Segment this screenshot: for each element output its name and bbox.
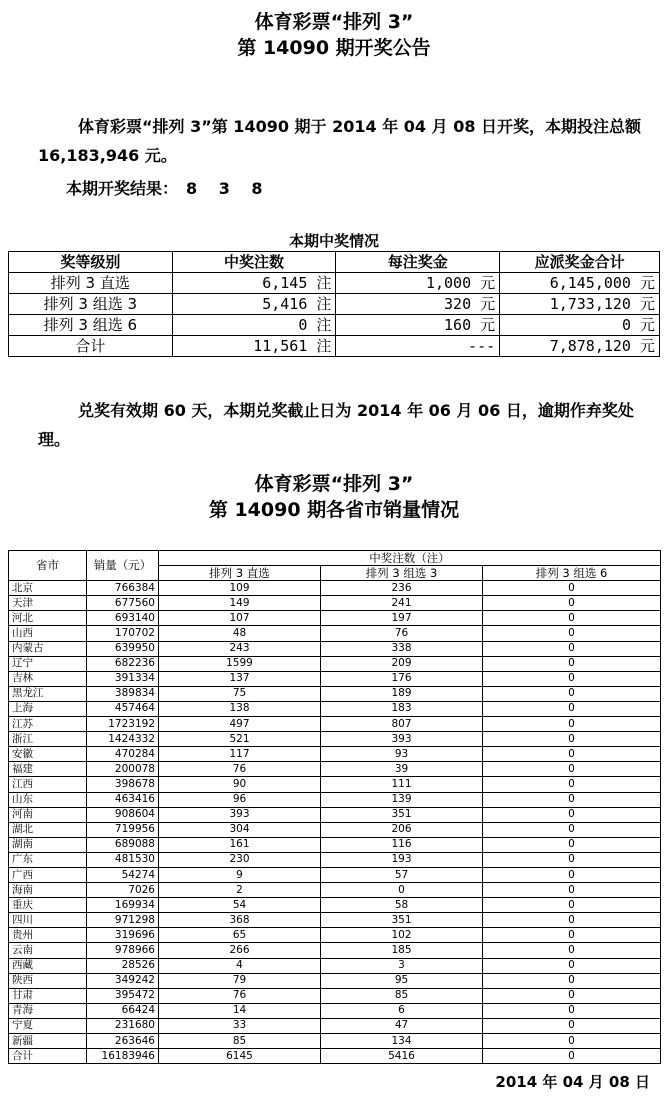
group6-count-cell: 0 xyxy=(483,656,661,671)
sales-cell: 766384 xyxy=(87,581,159,596)
sales-cell: 319696 xyxy=(87,928,159,943)
group3-count-cell: 134 xyxy=(321,1034,483,1049)
direct-count-cell: 65 xyxy=(159,928,321,943)
direct-count-cell: 48 xyxy=(159,626,321,641)
direct-count-cell: 75 xyxy=(159,686,321,701)
table-row xyxy=(9,762,661,777)
group6-count-cell: 0 xyxy=(483,807,661,822)
prize-cell-level: 排列 3 组选 6 xyxy=(9,315,173,336)
prize-cell-total: 7,878,120 元 xyxy=(500,336,660,357)
group3-count-cell: 189 xyxy=(321,686,483,701)
province-cell: 陕西 xyxy=(9,973,87,988)
direct-count-cell: 14 xyxy=(159,1003,321,1018)
sales-cell: 682236 xyxy=(87,656,159,671)
sales-title: 体育彩票“排列 3” xyxy=(254,473,414,495)
group6-count-cell: 0 xyxy=(483,867,661,882)
direct-count-cell: 107 xyxy=(159,611,321,626)
group6-count-cell: 0 xyxy=(483,988,661,1003)
group6-count-cell: 0 xyxy=(483,1018,661,1033)
table-row xyxy=(9,656,661,671)
table-row xyxy=(9,883,661,898)
direct-count-cell: 368 xyxy=(159,913,321,928)
direct-count-cell: 76 xyxy=(159,988,321,1003)
group3-count-cell: 85 xyxy=(321,988,483,1003)
group3-count-cell: 111 xyxy=(321,777,483,792)
group3-count-cell: 393 xyxy=(321,732,483,747)
group3-count-cell: 76 xyxy=(321,626,483,641)
table-row xyxy=(9,1018,661,1033)
group6-count-cell: 0 xyxy=(483,1003,661,1018)
sales-header-direct: 排列 3 直选 xyxy=(159,566,321,581)
sales-cell: 971298 xyxy=(87,913,159,928)
direct-count-cell: 230 xyxy=(159,852,321,867)
table-row xyxy=(9,973,661,988)
prize-cell-prize: --- xyxy=(336,336,500,357)
sales-cell: 639950 xyxy=(87,641,159,656)
sales-cell: 689088 xyxy=(87,837,159,852)
intro-paragraph: 体育彩票“排列 3”第 14090 期于 2014 年 04 月 08 日开奖，本期投注总额 16,183,946 元。 xyxy=(38,117,642,165)
province-cell: 河南 xyxy=(9,807,87,822)
group3-count-cell: 102 xyxy=(321,928,483,943)
sales-cell: 200078 xyxy=(87,762,159,777)
sales-cell: 1723192 xyxy=(87,717,159,732)
sales-header-sales: 销量（元） xyxy=(87,551,159,581)
province-cell: 湖南 xyxy=(9,837,87,852)
direct-count-cell: 79 xyxy=(159,973,321,988)
province-cell: 内蒙古 xyxy=(9,641,87,656)
province-cell: 宁夏 xyxy=(9,1018,87,1033)
province-cell: 青海 xyxy=(9,1003,87,1018)
table-row xyxy=(9,958,661,973)
prize-cell-total: 0 元 xyxy=(500,315,660,336)
province-cell: 西藏 xyxy=(9,958,87,973)
direct-count-cell: 33 xyxy=(159,1018,321,1033)
announcement-title: 体育彩票“排列 3” xyxy=(254,11,414,33)
group3-count-cell: 185 xyxy=(321,943,483,958)
sales-cell: 349242 xyxy=(87,973,159,988)
prize-cell-total: 1,733,120 元 xyxy=(500,294,660,315)
draw-result xyxy=(66,176,271,199)
province-cell: 贵州 xyxy=(9,928,87,943)
direct-count-cell: 138 xyxy=(159,701,321,716)
prize-cell-level: 排列 3 直选 xyxy=(9,273,173,294)
direct-count-cell: 521 xyxy=(159,732,321,747)
province-cell: 广东 xyxy=(9,852,87,867)
direct-count-cell: 54 xyxy=(159,898,321,913)
prize-cell-count: 0 注 xyxy=(172,315,336,336)
group6-count-cell: 0 xyxy=(483,732,661,747)
group6-count-cell: 0 xyxy=(483,943,661,958)
prize-cell-level: 排列 3 组选 3 xyxy=(9,294,173,315)
province-cell: 吉林 xyxy=(9,671,87,686)
sales-header-province: 省市 xyxy=(9,551,87,581)
prize-row-total xyxy=(9,336,660,357)
group3-count-cell: 176 xyxy=(321,671,483,686)
table-row xyxy=(9,1003,661,1018)
direct-count-cell: 109 xyxy=(159,581,321,596)
province-cell: 广西 xyxy=(9,867,87,882)
group6-count-cell: 0 xyxy=(483,928,661,943)
province-cell: 上海 xyxy=(9,701,87,716)
sales-cell: 481530 xyxy=(87,852,159,867)
sales-header-group3: 排列 3 组选 3 xyxy=(321,566,483,581)
sales-cell: 978966 xyxy=(87,943,159,958)
group6-count-cell: 0 xyxy=(483,898,661,913)
province-cell: 四川 xyxy=(9,913,87,928)
sales-cell: 263646 xyxy=(87,1034,159,1049)
province-cell: 辽宁 xyxy=(9,656,87,671)
direct-count-cell: 393 xyxy=(159,807,321,822)
table-row xyxy=(9,686,661,701)
group3-count-cell: 338 xyxy=(321,641,483,656)
sales-cell: 391334 xyxy=(87,671,159,686)
draw-result-digits: 8 3 8 xyxy=(186,179,271,198)
sales-header-winners: 中奖注数（注） xyxy=(159,551,661,566)
prize-header-total: 应派奖金合计 xyxy=(500,252,660,273)
sales-cell: 66424 xyxy=(87,1003,159,1018)
province-cell: 黑龙江 xyxy=(9,686,87,701)
direct-count-cell: 2 xyxy=(159,883,321,898)
province-cell: 浙江 xyxy=(9,732,87,747)
province-cell: 甘肃 xyxy=(9,988,87,1003)
group3-count-cell: 236 xyxy=(321,581,483,596)
prize-cell-count: 11,561 注 xyxy=(172,336,336,357)
province-cell: 山东 xyxy=(9,792,87,807)
group3-count-cell: 351 xyxy=(321,913,483,928)
province-cell: 新疆 xyxy=(9,1034,87,1049)
table-row xyxy=(9,943,661,958)
announcement-subtitle: 第 14090 期开奖公告 xyxy=(237,37,431,59)
direct-count-cell: 90 xyxy=(159,777,321,792)
direct-count-cell: 117 xyxy=(159,747,321,762)
table-row xyxy=(9,701,661,716)
group6-count-cell: 0 xyxy=(483,641,661,656)
sales-cell: 170702 xyxy=(87,626,159,641)
direct-count-cell: 243 xyxy=(159,641,321,656)
sales-cell: 677560 xyxy=(87,596,159,611)
group3-count-cell: 3 xyxy=(321,958,483,973)
table-row xyxy=(9,988,661,1003)
sales-subtitle: 第 14090 期各省市销量情况 xyxy=(208,499,460,521)
sales-cell: 719956 xyxy=(87,822,159,837)
group6-count-cell: 0 xyxy=(483,701,661,716)
table-row xyxy=(9,792,661,807)
prize-cell-prize: 320 元 xyxy=(336,294,500,315)
table-row xyxy=(9,611,661,626)
province-cell: 重庆 xyxy=(9,898,87,913)
province-sales-table xyxy=(8,550,661,1064)
group6-count-cell: 0 xyxy=(483,973,661,988)
table-row xyxy=(9,747,661,762)
direct-count-cell: 137 xyxy=(159,671,321,686)
group3-count-cell: 807 xyxy=(321,717,483,732)
group3-count-cell: 93 xyxy=(321,747,483,762)
prize-cell-total: 6,145,000 元 xyxy=(500,273,660,294)
group3-count-cell: 6 xyxy=(321,1003,483,1018)
group3-count-cell: 206 xyxy=(321,822,483,837)
publish-date: 2014 年 04 月 08 日 xyxy=(495,1073,650,1091)
group3-count-cell: 139 xyxy=(321,792,483,807)
direct-count-cell: 9 xyxy=(159,867,321,882)
table-row xyxy=(9,807,661,822)
table-row xyxy=(9,837,661,852)
group6-count-cell: 0 xyxy=(483,686,661,701)
group3-count-cell: 351 xyxy=(321,807,483,822)
prize-cell-count: 5,416 注 xyxy=(172,294,336,315)
prize-table-caption: 本期中奖情况 xyxy=(288,232,379,250)
sales-cell: 457464 xyxy=(87,701,159,716)
sales-cell: 463416 xyxy=(87,792,159,807)
group6-count-cell: 0 xyxy=(483,1034,661,1049)
group6-count-cell: 0 xyxy=(483,777,661,792)
table-row xyxy=(9,852,661,867)
prize-table xyxy=(8,251,660,357)
group6-count-cell: 0 xyxy=(483,581,661,596)
sales-cell: 231680 xyxy=(87,1018,159,1033)
table-row xyxy=(9,671,661,686)
direct-count-cell: 85 xyxy=(159,1034,321,1049)
group3-count-cell: 58 xyxy=(321,898,483,913)
group3-count-cell: 197 xyxy=(321,611,483,626)
group6-count-cell: 0 xyxy=(483,913,661,928)
prize-cell-prize: 1,000 元 xyxy=(336,273,500,294)
group6-count-cell: 0 xyxy=(483,596,661,611)
province-cell: 山西 xyxy=(9,626,87,641)
province-cell: 北京 xyxy=(9,581,87,596)
sales-cell: 1424332 xyxy=(87,732,159,747)
direct-count-cell: 96 xyxy=(159,792,321,807)
prize-row-group6 xyxy=(9,315,660,336)
province-cell: 江苏 xyxy=(9,717,87,732)
province-cell: 合计 xyxy=(9,1049,87,1064)
province-cell: 安徽 xyxy=(9,747,87,762)
sales-cell: 16183946 xyxy=(87,1049,159,1064)
table-row xyxy=(9,822,661,837)
table-row xyxy=(9,626,661,641)
sales-cell: 169934 xyxy=(87,898,159,913)
group3-count-cell: 241 xyxy=(321,596,483,611)
group6-count-cell: 0 xyxy=(483,762,661,777)
prize-table-header-row xyxy=(9,252,660,273)
sales-cell: 395472 xyxy=(87,988,159,1003)
direct-count-cell: 161 xyxy=(159,837,321,852)
table-row xyxy=(9,867,661,882)
table-row xyxy=(9,732,661,747)
sales-total-row xyxy=(9,1049,661,1064)
group6-count-cell: 0 xyxy=(483,792,661,807)
group6-count-cell: 0 xyxy=(483,822,661,837)
group3-count-cell: 57 xyxy=(321,867,483,882)
prize-row-group3 xyxy=(9,294,660,315)
table-row xyxy=(9,898,661,913)
group6-count-cell: 0 xyxy=(483,837,661,852)
group6-count-cell: 0 xyxy=(483,671,661,686)
sales-cell: 389834 xyxy=(87,686,159,701)
group6-count-cell: 0 xyxy=(483,747,661,762)
province-cell: 湖北 xyxy=(9,822,87,837)
group3-count-cell: 183 xyxy=(321,701,483,716)
province-cell: 天津 xyxy=(9,596,87,611)
group3-count-cell: 0 xyxy=(321,883,483,898)
group6-count-cell: 0 xyxy=(483,1049,661,1064)
direct-count-cell: 497 xyxy=(159,717,321,732)
table-row xyxy=(9,717,661,732)
sales-cell: 28526 xyxy=(87,958,159,973)
table-row xyxy=(9,777,661,792)
prize-header-count: 中奖注数 xyxy=(172,252,336,273)
prize-cell-prize: 160 元 xyxy=(336,315,500,336)
group6-count-cell: 0 xyxy=(483,958,661,973)
group3-count-cell: 47 xyxy=(321,1018,483,1033)
group3-count-cell: 209 xyxy=(321,656,483,671)
sales-cell: 7026 xyxy=(87,883,159,898)
sales-cell: 470284 xyxy=(87,747,159,762)
table-row xyxy=(9,1034,661,1049)
sales-cell: 908604 xyxy=(87,807,159,822)
group3-count-cell: 116 xyxy=(321,837,483,852)
group6-count-cell: 0 xyxy=(483,717,661,732)
sales-cell: 54274 xyxy=(87,867,159,882)
direct-count-cell: 149 xyxy=(159,596,321,611)
sales-header-group6: 排列 3 组选 6 xyxy=(483,566,661,581)
province-cell: 福建 xyxy=(9,762,87,777)
group3-count-cell: 193 xyxy=(321,852,483,867)
prize-header-prize: 每注奖金 xyxy=(336,252,500,273)
group3-count-cell: 95 xyxy=(321,973,483,988)
group3-count-cell: 39 xyxy=(321,762,483,777)
table-row xyxy=(9,641,661,656)
prize-cell-count: 6,145 注 xyxy=(172,273,336,294)
group6-count-cell: 0 xyxy=(483,852,661,867)
prize-cell-level: 合计 xyxy=(9,336,173,357)
table-row xyxy=(9,581,661,596)
draw-result-label: 本期开奖结果： xyxy=(66,179,179,198)
prize-row-direct xyxy=(9,273,660,294)
prize-header-level: 奖等级别 xyxy=(9,252,173,273)
group6-count-cell: 0 xyxy=(483,611,661,626)
direct-count-cell: 76 xyxy=(159,762,321,777)
province-cell: 江西 xyxy=(9,777,87,792)
group6-count-cell: 0 xyxy=(483,626,661,641)
table-row xyxy=(9,913,661,928)
province-cell: 海南 xyxy=(9,883,87,898)
province-cell: 河北 xyxy=(9,611,87,626)
province-cell: 云南 xyxy=(9,943,87,958)
table-row xyxy=(9,596,661,611)
claim-notice: 兑奖有效期 60 天，本期兑奖截止日为 2014 年 06 月 06 日，逾期作弃奖处理。 xyxy=(38,401,634,449)
group6-count-cell: 0 xyxy=(483,883,661,898)
direct-count-cell: 6145 xyxy=(159,1049,321,1064)
group3-count-cell: 5416 xyxy=(321,1049,483,1064)
table-row xyxy=(9,928,661,943)
direct-count-cell: 266 xyxy=(159,943,321,958)
sales-cell: 693140 xyxy=(87,611,159,626)
sales-cell: 398678 xyxy=(87,777,159,792)
sales-table-body xyxy=(9,581,661,1064)
direct-count-cell: 304 xyxy=(159,822,321,837)
direct-count-cell: 4 xyxy=(159,958,321,973)
direct-count-cell: 1599 xyxy=(159,656,321,671)
